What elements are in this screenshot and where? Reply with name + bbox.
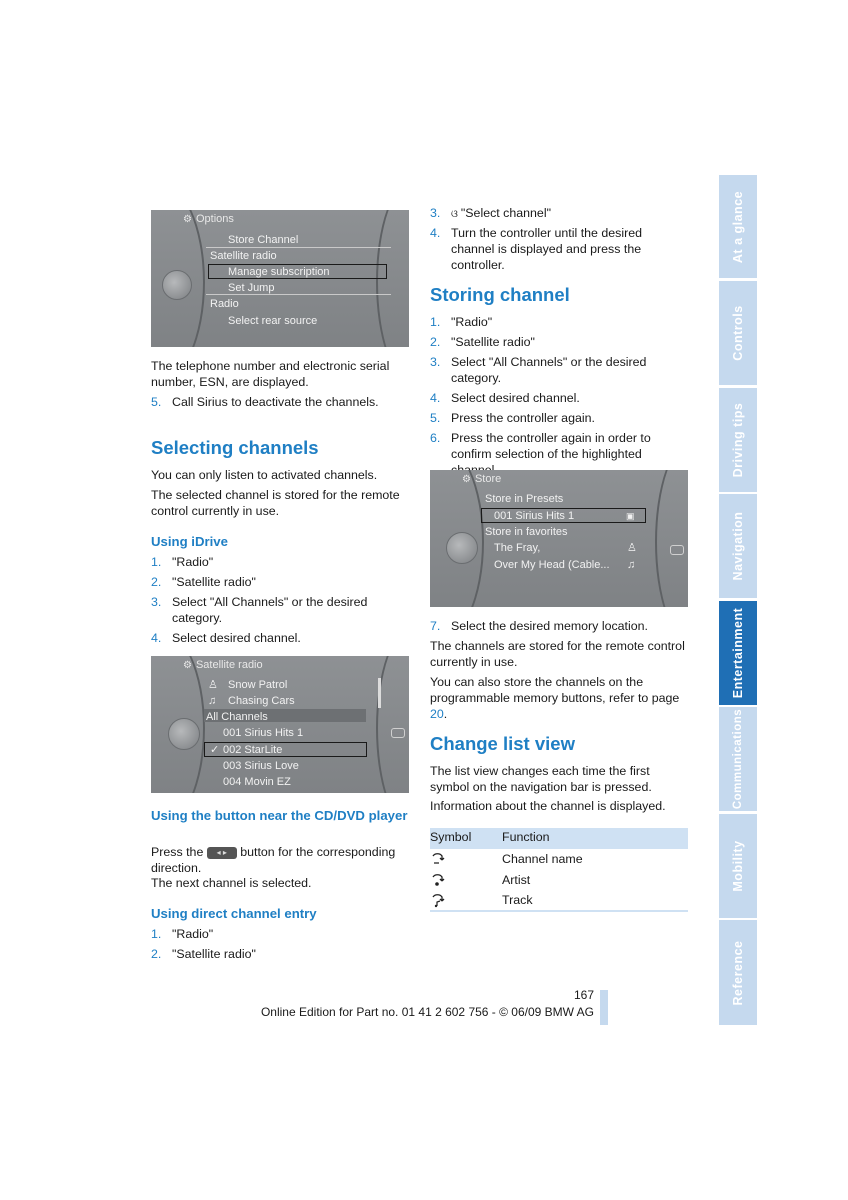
menu-item: Select rear source — [228, 315, 318, 327]
text: Press the — [151, 845, 204, 859]
satellite-radio-screenshot — [151, 656, 409, 793]
menu-item: Radio — [210, 298, 239, 310]
esn-paragraph: The telephone number and electronic serial number, ESN, are displayed. — [151, 359, 390, 389]
list-item: All Channels — [206, 711, 268, 723]
track-icon: ♫ — [627, 559, 636, 571]
idrive-step-2 — [151, 574, 408, 590]
step-text: Select "All Channels" or the desired category. — [451, 355, 647, 385]
divider — [206, 247, 391, 248]
heading-using-idrive: Using iDrive — [151, 534, 228, 549]
table-row — [430, 850, 688, 870]
text: You can also store the channels on the programmable memory buttons, refer to page — [430, 675, 680, 705]
function-cell: Artist — [502, 873, 531, 887]
options-screenshot — [151, 210, 409, 347]
page-number: 167 — [573, 988, 594, 1002]
options-button-icon — [670, 545, 684, 555]
step-text: "Radio" — [172, 555, 214, 569]
options-button-icon — [391, 728, 405, 738]
step-5 — [151, 394, 408, 410]
screen-title: ⚙ Store — [462, 473, 502, 485]
store-screenshot — [430, 470, 688, 607]
step-number: 6. — [430, 431, 441, 445]
button-paragraph — [151, 844, 409, 876]
step-number: 4. — [430, 391, 441, 405]
function-cell: Track — [502, 893, 533, 907]
step-number: 2. — [151, 575, 162, 589]
footer-text: Online Edition for Part no. 01 41 2 602 756 - © 06/09 BMW AG — [260, 1005, 594, 1019]
tab-at-a-glance[interactable]: At a glance — [719, 175, 757, 278]
paragraph: The list view changes each time the first symbol on the navigation bar is pressed. — [430, 764, 652, 794]
text: button for the corresponding direction. — [151, 845, 396, 875]
tab-driving-tips[interactable]: Driving tips — [719, 388, 757, 492]
tab-navigation[interactable]: Navigation — [719, 494, 757, 598]
list-item: 003 Sirius Love — [223, 760, 299, 772]
step-text: Select desired channel. — [172, 631, 301, 645]
step-number: 4. — [151, 631, 162, 645]
step-number: 3. — [151, 595, 162, 609]
skip-button-icon: ◂ ▸ — [207, 847, 237, 859]
text: . — [443, 707, 448, 721]
step-number: 1. — [430, 315, 441, 329]
step-text: Press the controller again in order to confirm selection of the highlighted — [451, 431, 651, 461]
heading-direct-channel-entry: Using direct channel entry — [151, 906, 317, 921]
storing-step-3 — [430, 354, 687, 386]
step-text: Select "All Channels" or the desired category. — [172, 595, 368, 625]
step-text: Select desired channel. — [451, 391, 580, 405]
table-header — [430, 828, 688, 849]
table-row — [430, 871, 688, 891]
column-header-function: Function — [502, 830, 550, 844]
list-item: 001 Sirius Hits 1 — [223, 727, 304, 739]
select-channel-icon: ଓ — [451, 209, 458, 220]
step-number: 7. — [430, 619, 441, 633]
step-number: 3. — [430, 206, 441, 220]
list-item: Store in favorites — [485, 526, 568, 538]
storing-step-2 — [430, 334, 687, 350]
screen-title: ⚙ Options — [183, 213, 234, 225]
tab-controls[interactable]: Controls — [719, 281, 757, 385]
paragraph: You can only listen to activated channels. — [151, 468, 378, 482]
check-icon: ✓ — [210, 744, 220, 756]
step-text: Press the controller again. — [451, 411, 595, 425]
step-text: Call Sirius to deactivate the channels. — [172, 395, 379, 409]
direct-step-2 — [151, 946, 408, 962]
list-item: The Fray, — [494, 542, 541, 554]
direct-step-1 — [151, 926, 408, 942]
tab-mobility[interactable]: Mobility — [719, 814, 757, 918]
list-item: 004 Movin EZ — [223, 776, 291, 788]
artist-icon: ♙ — [627, 542, 637, 554]
step-text: "Satellite radio" — [172, 947, 256, 961]
step-text: Turn the controller until the desired channel is displayed and press the controller. — [451, 226, 643, 272]
paragraph: The channels are stored for the remote control currently in use. — [430, 639, 685, 669]
paragraph: Information about the channel is displayed. — [430, 799, 666, 813]
page-link[interactable]: 20 — [430, 707, 444, 721]
tab-communications[interactable]: Communications — [719, 707, 757, 811]
page-marker-bar — [600, 990, 608, 1025]
menu-item: Satellite radio — [210, 250, 277, 262]
step-number: 3. — [430, 355, 441, 369]
store-icon: ⚙ — [462, 474, 471, 485]
heading-storing-channel: Storing channel — [430, 284, 570, 305]
table-bottom-rule — [430, 910, 688, 912]
preset-icon: ▣ — [626, 511, 635, 521]
list-item: Over My Head (Cable... — [494, 559, 610, 571]
menu-item: Store Channel — [228, 234, 299, 246]
artist-icon — [430, 872, 446, 888]
channel-name-icon — [430, 851, 446, 867]
list-item: 002 StarLite — [223, 744, 283, 756]
tab-entertainment[interactable]: Entertainment — [719, 601, 757, 705]
storing-step-4 — [430, 390, 687, 406]
function-cell: Channel name — [502, 852, 583, 866]
heading-cd-dvd-button: Using the button near the CD/DVD player — [151, 808, 408, 823]
list-item: Store in Presets — [485, 493, 564, 505]
storing-step-1 — [430, 314, 687, 330]
artist-row-icon: ♙ — [208, 679, 218, 691]
select-channel-step-3 — [430, 205, 551, 223]
step-text: "Satellite radio" — [172, 575, 256, 589]
paragraph: The selected channel is stored for the remote control currently in use. — [151, 488, 400, 518]
satellite-icon: ⚙ — [183, 660, 192, 671]
idrive-step-3 — [151, 594, 408, 626]
paragraph: The next channel is selected. — [151, 876, 312, 890]
step-text: "Radio" — [172, 927, 214, 941]
screen-title: ⚙ Satellite radio — [183, 659, 263, 671]
tab-reference[interactable]: Reference — [719, 920, 757, 1025]
step-number: 1. — [151, 555, 162, 569]
list-item: 001 Sirius Hits 1 — [494, 510, 575, 522]
screen-right-arc — [376, 656, 409, 793]
list-item: Chasing Cars — [228, 695, 295, 707]
controller-knob-icon — [162, 270, 192, 300]
step-number: 5. — [430, 411, 441, 425]
step-number: 2. — [430, 335, 441, 349]
controller-knob-icon — [446, 532, 478, 564]
menu-item: Manage subscription — [228, 266, 330, 278]
menu-item: Set Jump — [228, 282, 275, 294]
step-number: 4. — [430, 226, 441, 240]
storing-step-5 — [430, 410, 687, 426]
track-row-icon: ♫ — [208, 695, 217, 707]
heading-change-list-view: Change list view — [430, 733, 575, 754]
step-text: "Select channel" — [460, 206, 551, 220]
table-row — [430, 891, 688, 911]
screen-right-arc — [655, 470, 688, 607]
options-icon: ⚙ — [183, 214, 192, 225]
scrollbar — [378, 678, 381, 708]
column-header-symbol: Symbol — [430, 830, 472, 844]
track-icon — [430, 892, 446, 908]
step-number: 5. — [151, 395, 162, 409]
list-item: Snow Patrol — [228, 679, 288, 691]
storing-step-7 — [430, 618, 687, 634]
idrive-step-4 — [151, 630, 408, 646]
step-text: "Radio" — [451, 315, 493, 329]
controller-knob-icon — [168, 718, 200, 750]
step-text: "Satellite radio" — [451, 335, 535, 349]
select-channel-step-4 — [430, 225, 687, 273]
heading-selecting-channels: Selecting channels — [151, 437, 319, 458]
step-text: Select the desired memory location. — [451, 619, 648, 633]
step-number: 1. — [151, 927, 162, 941]
memory-buttons-paragraph — [430, 674, 688, 722]
step-number: 2. — [151, 947, 162, 961]
idrive-step-1 — [151, 554, 408, 570]
